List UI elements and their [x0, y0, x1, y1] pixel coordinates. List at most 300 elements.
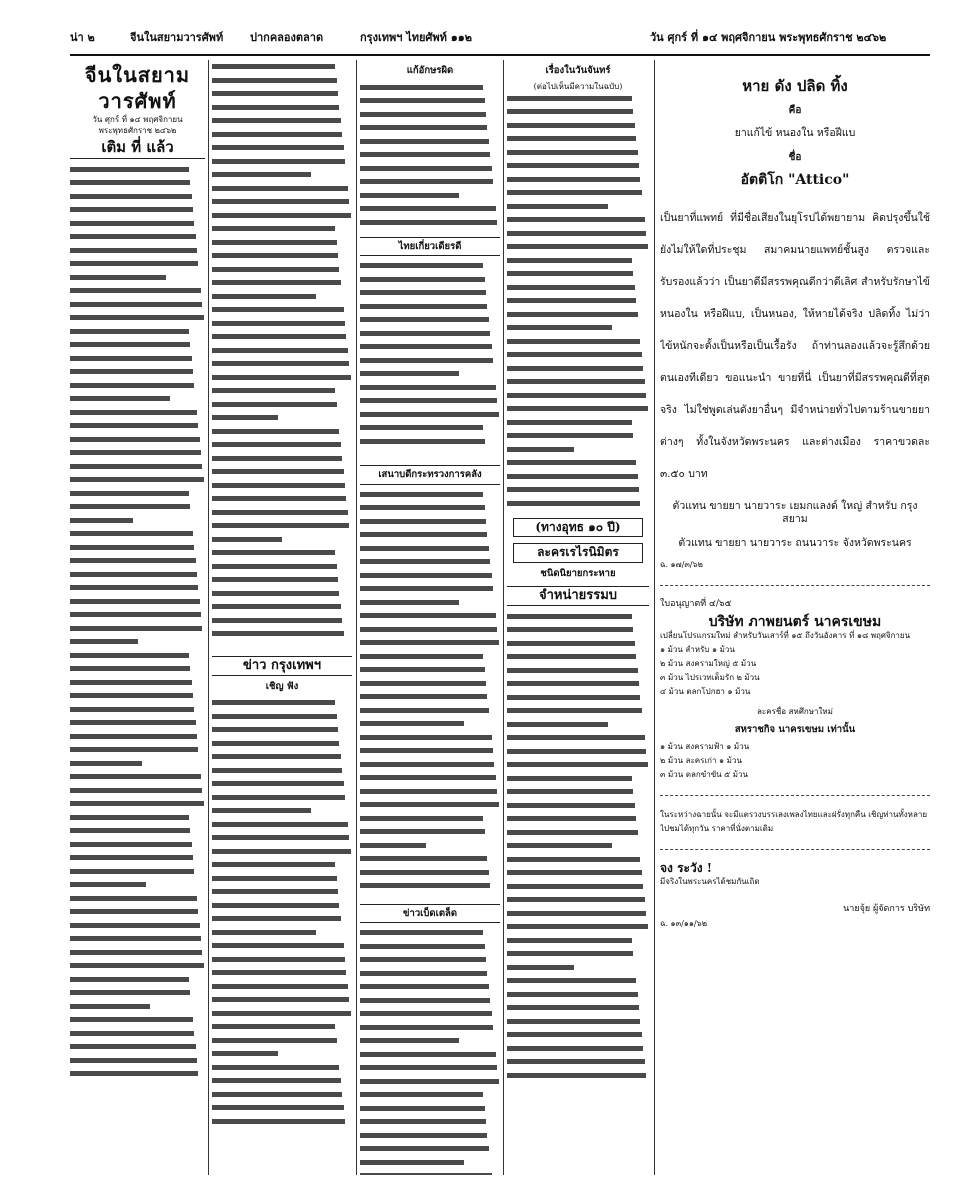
text-line — [360, 394, 500, 408]
text-line — [212, 993, 352, 1007]
ad-footnote: ฉ. ๑๗/๓/๖๒ — [660, 560, 703, 569]
section-title: ละครเรไรนิมิตร — [513, 543, 643, 563]
program-row: ๓ ม้วน ตลกขำขัน ๕ ม้วน — [660, 769, 749, 779]
text-line — [70, 851, 205, 865]
article-body — [360, 81, 500, 231]
text-line — [507, 799, 649, 813]
ad-body: เป็นยาที่แพทย์ ที่มีชื่อเสียงในยุโรปได้พยายาม คิดปรุงขึ้นใช้ ยังไม่ให้ใดที่ประชุม สมาคมนายแพทย์ชั้นสูง ตรวจและรับรองแล้วว่า เป็นยาดีมีสรรพคุณดีกว่าดีเลิศ สำหรับรักษาไข้หนองใน หรือฝีแบ, เป็นหนอง, ให้หายได้จริง ปลิดทิ้ง ไม่ว่าไข้หนักจะตั้งเป็นหรือเป็นเรื้อรัง ถ้าท่านลองแล้วจะรู้สึกด้วยตนเองทีเดียว ขอแนะนำ ขายที่นี่ เป็นยาที่มีสรรพคุณดีที่สุดจริง ไม่ใช่พูดเล่นดังยาอื่นๆ มีจำหน่ายทั่วไปตามร้านขายยาต่างๆ ทั้งในจังหวัดพระนคร และต่างเมือง ราคาขวดละ ๓.๕๐ บาท — [660, 211, 930, 480]
text-line — [360, 596, 500, 610]
page-label: น่า ๒ — [70, 31, 95, 44]
text-line — [507, 785, 649, 799]
text-line — [507, 389, 649, 403]
text-line — [360, 148, 500, 162]
text-line — [212, 533, 352, 547]
text-line — [212, 600, 352, 614]
ad-title: หาย ดัง ปลิด ทิ้ง — [742, 77, 848, 95]
text-line — [70, 892, 205, 906]
text-line — [70, 824, 205, 838]
text-line — [70, 568, 205, 582]
text-line — [212, 831, 352, 845]
text-line — [70, 338, 205, 352]
text-line — [360, 216, 500, 230]
text-line — [360, 259, 500, 273]
text-line — [360, 744, 500, 758]
text-line — [360, 135, 500, 149]
text-line — [212, 276, 352, 290]
text-line — [212, 222, 352, 236]
text-line — [212, 980, 352, 994]
text-line — [507, 483, 649, 497]
text-line — [212, 141, 352, 155]
program-list — [660, 740, 930, 782]
text-line — [507, 456, 649, 470]
text-line — [212, 290, 352, 304]
text-line — [70, 203, 205, 217]
program-row: ๔ ม้วน ตลกโปกฮา ๑ ม้วน — [660, 687, 751, 696]
text-line — [360, 515, 500, 529]
text-line — [212, 560, 352, 574]
text-line — [360, 609, 500, 623]
text-line — [70, 905, 205, 919]
ad-word: คือ — [788, 104, 802, 116]
text-line — [507, 988, 649, 1002]
text-line — [360, 1075, 500, 1089]
article-body — [360, 488, 500, 898]
text-line — [212, 492, 352, 506]
text-line — [360, 663, 500, 677]
notice-mid-label: ละครชื่อ สหศึกษาใหม่ — [757, 707, 833, 716]
divider — [660, 794, 930, 796]
text-line — [212, 1101, 352, 1115]
text-line — [360, 381, 500, 395]
text-line — [212, 1007, 352, 1021]
text-line — [70, 743, 205, 757]
ad-word: ชื่อ — [788, 151, 802, 163]
text-line — [70, 1040, 205, 1054]
text-line — [507, 267, 649, 281]
text-line — [70, 244, 205, 258]
text-line — [360, 273, 500, 287]
text-line — [212, 912, 352, 926]
text-line — [212, 371, 352, 385]
text-line — [212, 87, 352, 101]
text-line — [212, 249, 352, 263]
text-line — [212, 1061, 352, 1075]
text-line — [70, 838, 205, 852]
text-line — [70, 217, 205, 231]
text-line — [507, 308, 649, 322]
text-line — [507, 947, 649, 961]
text-line — [507, 132, 649, 146]
text-line — [212, 465, 352, 479]
text-line — [360, 81, 500, 95]
text-line — [70, 271, 205, 285]
section-title: เติม ที่ แล้ว — [70, 141, 205, 159]
text-line — [212, 519, 352, 533]
text-line — [507, 839, 649, 853]
column-divider — [503, 60, 504, 1175]
section-title: แก้อักษรผิด — [406, 65, 454, 76]
text-line — [212, 330, 352, 344]
text-line — [360, 286, 500, 300]
text-line — [360, 926, 500, 940]
text-line — [360, 488, 500, 502]
press-location: ปากคลองตลาด — [250, 31, 324, 44]
article-body — [507, 610, 649, 1090]
text-line — [507, 920, 649, 934]
text-line — [360, 162, 500, 176]
text-line — [212, 195, 352, 209]
text-line — [360, 501, 500, 515]
text-line — [70, 595, 205, 609]
text-line — [212, 1034, 352, 1048]
article-body — [212, 60, 352, 650]
text-line — [507, 443, 649, 457]
section-title: ข่าวเบ็ดเตล็ด — [360, 904, 500, 924]
text-line — [507, 335, 649, 349]
text-line — [360, 839, 500, 853]
text-line — [360, 435, 500, 449]
text-line — [507, 974, 649, 988]
text-line — [360, 121, 500, 135]
text-line — [212, 317, 352, 331]
text-line — [212, 168, 352, 182]
text-line — [212, 1088, 352, 1102]
column-4 — [507, 60, 649, 1175]
text-line — [70, 406, 205, 420]
section-title: จำหน่ายรรมบ — [507, 586, 649, 606]
text-line — [212, 804, 352, 818]
text-line — [360, 327, 500, 341]
text-line — [70, 608, 205, 622]
text-line — [507, 146, 649, 160]
text-line — [507, 254, 649, 268]
text-line — [212, 398, 352, 412]
text-line — [212, 128, 352, 142]
column-divider — [356, 60, 357, 1175]
text-line — [212, 587, 352, 601]
text-line — [360, 812, 500, 826]
text-line — [70, 1054, 205, 1068]
notice-note: ในระหว่างฉายนั้น จะมีแตรวงบรรเลงเพลงไทยและฝรั่งทุกคืน เชิญท่านทั้งหลายไปชมได้ทุกวัน ราคาที่นั่งตามเดิม — [660, 809, 928, 833]
text-line — [507, 650, 649, 664]
text-line — [212, 818, 352, 832]
text-line — [507, 718, 649, 732]
text-line — [360, 555, 500, 569]
text-line — [70, 689, 205, 703]
text-line — [360, 980, 500, 994]
text-line — [507, 240, 649, 254]
text-line — [212, 1020, 352, 1034]
text-line — [70, 325, 205, 339]
text-line — [507, 772, 649, 786]
text-line — [212, 966, 352, 980]
text-line — [507, 105, 649, 119]
text-line — [507, 664, 649, 678]
text-line — [70, 460, 205, 474]
text-line — [507, 429, 649, 443]
text-line — [360, 528, 500, 542]
text-line — [507, 294, 649, 308]
text-line — [507, 186, 649, 200]
text-line — [507, 1001, 649, 1015]
text-line — [70, 622, 205, 636]
text-line — [70, 865, 205, 879]
text-line — [360, 1102, 500, 1116]
text-line — [507, 961, 649, 975]
text-line — [360, 354, 500, 368]
program-row: ๒ ม้วน สงครามใหญ่ ๕ ม้วน — [660, 659, 757, 668]
text-line — [360, 569, 500, 583]
text-line — [212, 1115, 352, 1129]
text-line — [507, 853, 649, 867]
text-line — [360, 623, 500, 637]
text-line — [360, 1048, 500, 1062]
program-row: ๒ ม้วน ละครเก่า ๑ ม้วน — [660, 755, 742, 765]
text-line — [70, 1000, 205, 1014]
ad-subtitle: ยาแก้ไข้ หนองใน หรือฝีแบ — [734, 127, 856, 139]
text-line — [507, 1028, 649, 1042]
text-line — [360, 313, 500, 327]
company-name: บริษัท ภาพยนตร์ นาครเขษม — [708, 613, 882, 630]
text-line — [70, 932, 205, 946]
text-line — [360, 1169, 500, 1175]
text-line — [360, 340, 500, 354]
text-line — [212, 479, 352, 493]
text-line — [212, 872, 352, 886]
warning-title: จง ระวัง ! — [660, 860, 713, 875]
text-line — [507, 637, 649, 651]
section-title: ข่าว กรุงเทพฯ — [212, 656, 352, 676]
ad-agent: ตัวแทน ขายยา นายวาระ ถนนวาระ จังหวัดพระนคร — [678, 536, 912, 549]
ad-brand: อัตติโก "Attico" — [740, 172, 850, 188]
text-line — [70, 365, 205, 379]
text-line — [70, 770, 205, 784]
text-line — [70, 446, 205, 460]
text-line — [507, 677, 649, 691]
text-line — [70, 284, 205, 298]
text-line — [360, 300, 500, 314]
text-line — [360, 1156, 500, 1170]
text-line — [507, 731, 649, 745]
text-line — [70, 946, 205, 960]
text-line — [507, 880, 649, 894]
text-line — [212, 155, 352, 169]
article-body — [70, 163, 205, 1176]
text-line — [70, 662, 205, 676]
text-line — [507, 200, 649, 214]
text-line — [507, 934, 649, 948]
text-line — [507, 92, 649, 106]
text-line — [507, 402, 649, 416]
text-line — [212, 764, 352, 778]
text-line — [507, 704, 649, 718]
ad-agent: ตัวแทน ขายยา นายวาระ เยมกแลงด์ ใหญ่ สำหรับ กรุงสยาม — [672, 499, 918, 525]
text-line — [70, 986, 205, 1000]
text-line — [212, 452, 352, 466]
section-subline: (ต่อไปเห็นมีความในฉบับ) — [533, 81, 623, 91]
text-line — [70, 784, 205, 798]
text-line — [70, 352, 205, 366]
text-line — [70, 1027, 205, 1041]
text-line — [212, 710, 352, 724]
text-line — [70, 433, 205, 447]
text-line — [70, 878, 205, 892]
text-line — [507, 213, 649, 227]
text-line — [360, 994, 500, 1008]
text-line — [507, 348, 649, 362]
text-line — [507, 758, 649, 772]
text-line — [507, 119, 649, 133]
text-line — [70, 959, 205, 973]
text-line — [212, 777, 352, 791]
text-line — [212, 696, 352, 710]
text-line — [70, 500, 205, 514]
section-title: ไทยเกี่ยวเดียรดี — [360, 237, 500, 257]
text-line — [212, 791, 352, 805]
text-line — [360, 1115, 500, 1129]
text-line — [212, 101, 352, 115]
article-body — [507, 92, 649, 512]
text-line — [70, 811, 205, 825]
text-line — [507, 416, 649, 430]
text-line — [507, 227, 649, 241]
paper-name: จีนในสยามวารศัพท์ — [130, 31, 224, 44]
text-line — [212, 858, 352, 872]
text-line — [70, 311, 205, 325]
text-line — [360, 771, 500, 785]
text-line — [507, 907, 649, 921]
paper-subline: วัน ศุกร์ ที่ ๑๔ พฤศจิกายน — [92, 115, 183, 124]
text-line — [212, 384, 352, 398]
text-line — [507, 362, 649, 376]
section-subhead: ชนิดนิยายกระหาย — [540, 567, 616, 579]
notice-footnote: ฉ. ๑๓/๑๑/๖๒ — [660, 918, 707, 928]
text-line — [212, 953, 352, 967]
text-line — [360, 690, 500, 704]
text-line — [507, 497, 649, 511]
text-line — [360, 785, 500, 799]
article-body — [212, 696, 352, 1136]
warning-text: มีจริงในพระนครได้ชมกันเถิด — [660, 877, 760, 886]
text-line — [360, 1021, 500, 1035]
text-line — [70, 298, 205, 312]
text-line — [212, 546, 352, 560]
text-line — [360, 421, 500, 435]
text-line — [360, 731, 500, 745]
section-subhead: เชิญ ฟัง — [265, 680, 299, 692]
text-line — [212, 303, 352, 317]
text-line — [507, 826, 649, 840]
text-line — [212, 114, 352, 128]
text-line — [360, 175, 500, 189]
text-line — [507, 1015, 649, 1029]
notice-heading: สหราชกิจ นาครเขษม เท่านั้น — [734, 724, 856, 735]
column-5-advertisement — [660, 60, 930, 1175]
text-line — [507, 1069, 649, 1083]
text-line — [360, 879, 500, 893]
text-line — [212, 750, 352, 764]
text-line — [360, 852, 500, 866]
text-line — [360, 582, 500, 596]
text-line — [360, 94, 500, 108]
text-line — [507, 173, 649, 187]
masthead-rule — [70, 54, 930, 56]
text-line — [70, 649, 205, 663]
text-line — [507, 281, 649, 295]
text-line — [360, 758, 500, 772]
text-line — [212, 939, 352, 953]
article-body — [360, 926, 500, 1175]
text-line — [212, 506, 352, 520]
text-line — [212, 627, 352, 641]
text-line — [212, 899, 352, 913]
masthead — [70, 26, 930, 48]
text-line — [212, 737, 352, 751]
text-line — [212, 723, 352, 737]
text-line — [212, 60, 352, 74]
text-line — [70, 257, 205, 271]
text-line — [70, 514, 205, 528]
text-line — [70, 919, 205, 933]
text-line — [70, 1013, 205, 1027]
text-line — [360, 967, 500, 981]
text-line — [212, 1074, 352, 1088]
text-line — [212, 438, 352, 452]
text-line — [360, 367, 500, 381]
text-line — [507, 745, 649, 759]
text-line — [360, 940, 500, 954]
text-line — [212, 344, 352, 358]
column-divider — [208, 60, 209, 1175]
text-line — [70, 973, 205, 987]
section-title: เรื่องในวันจันทร์ — [545, 65, 611, 76]
text-line — [70, 487, 205, 501]
text-line — [70, 419, 205, 433]
text-line — [70, 230, 205, 244]
text-line — [360, 1007, 500, 1021]
text-line — [70, 716, 205, 730]
text-line — [70, 730, 205, 744]
text-line — [212, 425, 352, 439]
text-line — [212, 357, 352, 371]
text-line — [70, 473, 205, 487]
section-title: เสนาบดีกระทรวงการคลัง — [360, 465, 500, 485]
text-line — [507, 375, 649, 389]
text-line — [360, 1061, 500, 1075]
text-line — [507, 812, 649, 826]
text-line — [212, 182, 352, 196]
text-line — [360, 677, 500, 691]
program-row: ๑ ม้วน สงครามฟ้า ๑ ม้วน — [660, 741, 750, 751]
paper-title: จีนในสยามวารศัพท์ — [84, 63, 191, 113]
text-line — [360, 953, 500, 967]
text-line — [360, 202, 500, 216]
column-3 — [360, 60, 500, 1175]
text-line — [212, 614, 352, 628]
text-line — [360, 1142, 500, 1156]
text-line — [507, 610, 649, 624]
text-line — [70, 635, 205, 649]
text-line — [360, 866, 500, 880]
text-line — [360, 108, 500, 122]
program-row: ๑ ม้วน สำหรับ ๑ ม้วน — [660, 645, 735, 654]
text-line — [507, 893, 649, 907]
text-line — [507, 866, 649, 880]
column-1 — [70, 60, 205, 1175]
text-line — [360, 650, 500, 664]
text-line — [360, 704, 500, 718]
